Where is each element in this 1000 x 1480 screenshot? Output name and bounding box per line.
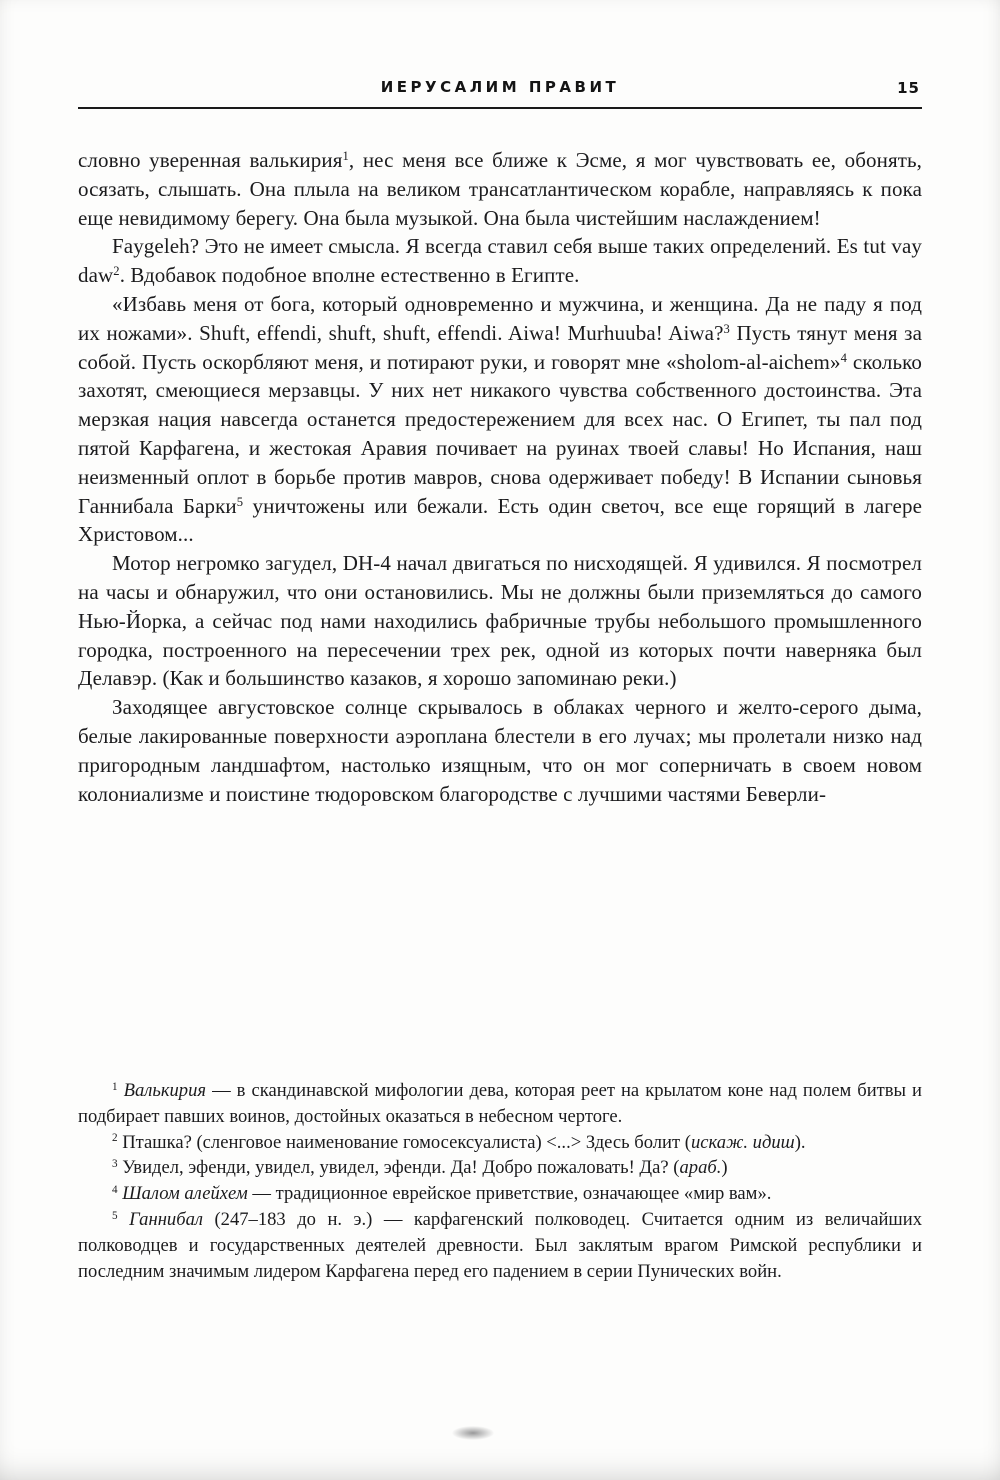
text-run: искаж. идиш (690, 1131, 795, 1153)
text-run: Пташка? (сленговое наименование гомосексуалиста) <...> Здесь болит ( (117, 1131, 691, 1153)
footnote-marker: 4 (840, 350, 847, 365)
text-run: Заходящее августовское солнце скрывалось в облаках черного и желто-серого дыма, белые лакированные поверхности аэроплана блестели в его лучах; мы пролетали низко над пригородным ландшафтом, настолько изящным, что он мог соперничать в своем новом колониализме и поистине тюдоровском благородстве с лучшими частями Беверли- (78, 695, 922, 806)
text-run: ) (721, 1157, 728, 1179)
text-run: Валькирия (123, 1080, 207, 1101)
footnotes (78, 1078, 922, 1284)
header-row (78, 78, 922, 102)
footnote-marker: 5 (236, 494, 244, 509)
text-run: Шалом алейхем (122, 1183, 248, 1205)
header-rule (78, 107, 922, 109)
paragraph (78, 549, 922, 693)
text-run: «Избавь меня от бога, который одновременно и мужчина, и женщина. Да не паду я под их ножами». Shuft, effendi, shuft, shuft, effendi. Aiwa! Murhuuba! Aiwa? (78, 291, 922, 345)
text-run: Faygeleh? Это не имеет смысла. Я всегда ставил себя выше таких определений. Es tut vay daw (78, 234, 922, 288)
text-run: , нес меня все ближе к Эсме, я мог чувствовать ее, обонять, осязать, слышать. Она плыла на великом трансатлантическом корабле, направляясь к пока еще невидимому берегу. Она была музыкой. Она была чистейшим наслаждением! (78, 148, 923, 230)
footnote-marker: 5 (112, 1209, 118, 1222)
text-run: — традиционное еврейское приветствие, означающее «мир вам». (247, 1183, 772, 1205)
page-number: 15 (897, 79, 920, 97)
scan-artifact (452, 1426, 494, 1440)
footnote-marker: 1 (342, 149, 349, 164)
text-run: Увидел, эфенди, увидел, увидел, эфенди. Да! Добро пожаловать! Да? ( (117, 1157, 680, 1179)
text-run: Ганнибал (129, 1208, 203, 1230)
footnote-marker: 4 (112, 1184, 118, 1197)
paragraph (78, 232, 922, 290)
text-run: ). (794, 1131, 806, 1153)
footnote-marker: 2 (113, 264, 120, 279)
paragraph (78, 693, 922, 808)
text-run: сколько захотят, смеющиеся мерзавцы. У них нет никакого чувства собственного достоинства. Эта мерзкая нация навсегда останется предостережением для всех нас. О Египет, ты пал под пятой Карфагена, и жестокая Аравия почивает на руинах твоей славы! Но Испания, наш неизменный оплот в борьбе против мавров, снова одерживает победу! В Испании сыновья Ганнибала Барки (78, 349, 922, 518)
footnote (78, 1181, 922, 1207)
text-run: Мотор негромко загудел, DH-4 начал двигаться по нисходящей. Я удивился. Я посмотрел на часы и обнаружил, что они остановились. Мы не должны были приземляться до самого Нью-Йорка, а сейчас под нами находились фабричные трубы небольшого промышленного городка, построенного на пересечении трех рек, одной из которых почти наверняка был Делавэр. (Как и большинство казаков, я хорошо запоминаю реки.) (78, 551, 922, 691)
body-paragraphs (78, 146, 922, 808)
paragraph (78, 146, 922, 232)
footnote (78, 1155, 922, 1181)
footnote (78, 1130, 922, 1156)
running-title: ИЕРУСАЛИМ ПРАВИТ (380, 78, 620, 96)
text-run (118, 1209, 129, 1230)
footnote (78, 1078, 922, 1130)
text-run: словно уверенная валькирия (78, 148, 343, 172)
footnote-marker: 3 (112, 1158, 118, 1171)
text-run: — в скандинавской мифологии дева, которая реет на крылатом коне над полем битвы и подбирает павших воинов, достойных оказаться в небесном чертоге. (78, 1080, 922, 1127)
text-run: араб. (679, 1157, 722, 1179)
footnote-marker: 3 (723, 321, 730, 336)
footnote (78, 1207, 922, 1284)
footnote-marker: 1 (112, 1080, 118, 1093)
footnote-marker: 2 (112, 1132, 118, 1145)
page-header (78, 78, 922, 109)
text-run: . Вдобавок подобное вполне естественно в Египте. (119, 263, 580, 288)
text-run: уничтожены или бежали. Есть один светоч, все еще горящий в лагере Христовом... (78, 493, 922, 547)
paragraph (78, 290, 922, 549)
text-run: (247–183 до н. э.) — карфагенский полководец. Считается одним из величайших полководцев и государственных деятелей древности. Был заклятым врагом Римской республики и последним значимым лидером Карфагена перед его падением в серии Пунических войн. (78, 1208, 922, 1282)
text-run: Пусть тянут меня за собой. Пусть оскорбляют меня, и потирают руки, и говорят мне «sholom-al-aichem» (78, 320, 922, 374)
